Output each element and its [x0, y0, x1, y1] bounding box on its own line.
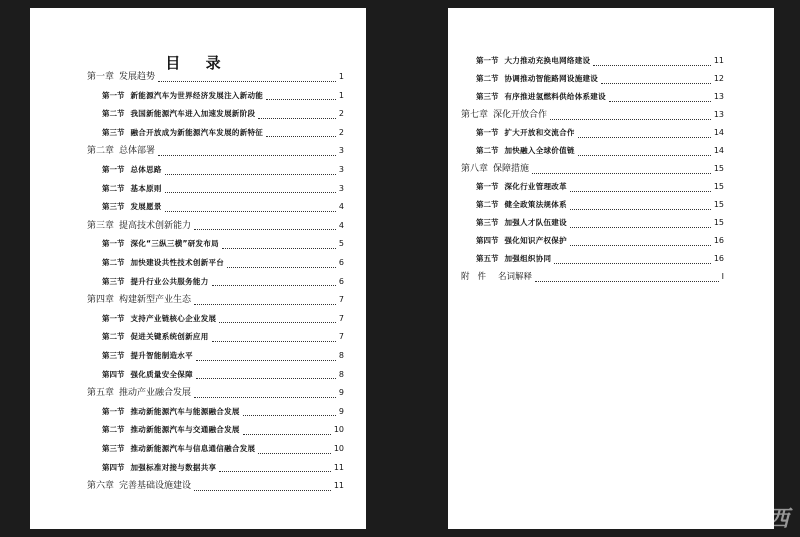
toc-entry-text: 名词解释 — [498, 272, 533, 282]
toc-page-number: 11 — [713, 56, 724, 65]
toc-entry-text: 深化“三纵三横”研发布局 — [130, 239, 219, 249]
toc-entry-text: 有序推进氢燃料供给体系建设 — [504, 92, 606, 101]
toc-entry-text: 提高技术创新能力 — [119, 220, 192, 231]
toc-chapter-row[interactable] — [87, 386, 344, 400]
toc-entry-label: 第一节 — [102, 165, 125, 174]
toc-page-number: 10 — [333, 425, 344, 435]
toc-page-number: 13 — [713, 110, 724, 119]
toc-entry-label: 第一节 — [102, 239, 125, 249]
toc-page-number: 1 — [338, 72, 344, 81]
toc-entry-label: 第二节 — [102, 109, 125, 119]
toc-section-row[interactable] — [476, 234, 724, 248]
toc-entry-label: 第二节 — [476, 200, 499, 209]
toc-entry-label: 第一节 — [476, 128, 499, 137]
toc-page-number: 10 — [333, 444, 344, 453]
toc-entry-text: 健全政策法规体系 — [504, 200, 567, 209]
toc-dot-leader — [196, 360, 336, 361]
toc-entry-text: 发展趋势 — [119, 72, 156, 82]
toc-section-row[interactable] — [476, 72, 724, 86]
toc-entry-label: 第七章 — [461, 110, 489, 120]
toc-dot-leader — [243, 415, 336, 416]
toc-entry-label: 第二节 — [102, 332, 125, 342]
toc-dot-leader — [219, 322, 336, 323]
toc-dot-leader — [194, 490, 331, 491]
toc-dot-leader — [212, 285, 336, 286]
toc-page-number: 3 — [338, 146, 344, 156]
toc-dot-leader — [266, 99, 336, 100]
toc-page-number: 15 — [713, 200, 724, 209]
toc-entry-text: 我国新能源汽车进入加速发展新阶段 — [130, 109, 256, 119]
toc-entry-text: 融合开放成为新能源汽车发展的新特征 — [130, 127, 264, 137]
toc-entry-text: 总体思路 — [130, 165, 162, 174]
toc-page-number: 15 — [713, 182, 724, 191]
toc-page-right — [448, 8, 774, 529]
toc-page-number: 7 — [338, 295, 344, 305]
toc-dot-leader — [570, 209, 711, 210]
toc-page-number: 12 — [713, 74, 724, 83]
toc-entry-label: 第三节 — [102, 202, 125, 212]
toc-page-number: 4 — [338, 220, 344, 230]
toc-dot-leader — [227, 267, 336, 268]
toc-chapter-row[interactable] — [461, 162, 724, 176]
toc-page-number: 16 — [713, 254, 724, 263]
toc-section-row[interactable] — [102, 442, 344, 456]
toc-entry-label: 第四节 — [102, 369, 125, 379]
toc-chapter-row[interactable] — [87, 70, 344, 84]
toc-dot-leader — [258, 118, 336, 119]
toc-page-number: 13 — [713, 92, 724, 101]
toc-entry-text: 加强组织协同 — [504, 254, 552, 263]
toc-page-number: 9 — [338, 406, 344, 416]
toc-chapter-row[interactable] — [87, 479, 344, 493]
toc-dot-leader — [258, 453, 331, 454]
toc-dot-leader — [222, 248, 336, 249]
toc-dot-leader — [570, 245, 711, 246]
toc-entry-text: 加快建设共性技术创新平台 — [130, 258, 225, 267]
toc-entry-text: 强化质量安全保障 — [130, 369, 193, 379]
toc-dot-leader — [194, 229, 336, 230]
toc-section-row[interactable] — [102, 107, 344, 121]
toc-page-number: 15 — [713, 164, 724, 173]
toc-entry-label: 第三节 — [102, 351, 125, 360]
toc-dot-leader — [570, 227, 711, 228]
toc-section-row[interactable] — [102, 89, 344, 103]
toc-dot-leader — [243, 434, 331, 435]
toc-entry-text: 扩大开放和交流合作 — [504, 128, 575, 137]
toc-entry-text: 推动产业融合发展 — [119, 388, 192, 399]
toc-dot-leader — [609, 101, 711, 102]
toc-page-number: 3 — [338, 165, 344, 174]
toc-section-row[interactable] — [102, 126, 344, 140]
toc-section-row[interactable] — [102, 163, 344, 177]
toc-entry-label: 第二节 — [476, 146, 499, 155]
toc-page-number: 1 — [338, 90, 344, 100]
toc-dot-leader — [593, 65, 711, 66]
toc-page-number: 6 — [338, 258, 344, 267]
toc-entry-text: 发展愿景 — [130, 202, 162, 212]
toc-chapter-row[interactable] — [87, 219, 344, 233]
toc-section-row[interactable] — [102, 330, 344, 344]
toc-page-number: 7 — [338, 313, 344, 323]
toc-section-row[interactable] — [476, 198, 724, 212]
toc-entry-text: 推动新能源汽车与信息通信融合发展 — [130, 444, 256, 453]
toc-dot-leader — [194, 304, 336, 305]
toc-entry-text: 协调推动智能路网设施建设 — [504, 74, 599, 83]
toc-section-row[interactable] — [476, 252, 724, 266]
toc-dot-leader — [165, 174, 336, 175]
toc-page-left — [30, 8, 366, 529]
toc-entry-label: 第一节 — [476, 182, 499, 191]
toc-entry-text: 强化知识产权保护 — [504, 236, 567, 245]
toc-page-number: 16 — [713, 236, 724, 245]
toc-entry-label: 第五节 — [476, 254, 499, 263]
toc-dot-leader — [550, 119, 711, 120]
toc-dot-leader — [578, 155, 711, 156]
toc-dot-leader — [554, 263, 711, 264]
toc-dot-leader — [158, 155, 336, 156]
toc-entry-label: 第四节 — [476, 236, 499, 245]
toc-entry-text: 大力推动充换电网络建设 — [504, 56, 591, 65]
toc-page-number: 8 — [338, 351, 344, 360]
toc-section-row[interactable] — [102, 405, 344, 419]
toc-dot-leader — [196, 378, 336, 379]
toc-entry-label: 第三章 — [87, 220, 115, 231]
toc-dot-leader — [578, 137, 711, 138]
toc-page-number: 3 — [338, 183, 344, 193]
toc-page-number: 4 — [338, 202, 344, 212]
toc-entry-text: 推动新能源汽车与能源融合发展 — [130, 406, 240, 416]
toc-section-row[interactable] — [102, 423, 344, 437]
toc-section-row[interactable] — [476, 144, 724, 158]
toc-entry-text: 提升智能制造水平 — [130, 351, 193, 360]
toc-dot-leader — [158, 81, 336, 82]
toc-page-number: 7 — [338, 332, 344, 342]
toc-dot-leader — [165, 192, 336, 193]
toc-section-row[interactable] — [476, 216, 724, 230]
toc-entry-text: 加强人才队伍建设 — [504, 218, 567, 227]
toc-entry-text: 加快融入全球价值链 — [504, 146, 575, 155]
toc-entry-text: 推动新能源汽车与交通融合发展 — [130, 425, 240, 435]
toc-section-row[interactable] — [102, 237, 344, 251]
toc-dot-leader — [165, 211, 336, 212]
toc-entry-label: 第二节 — [476, 74, 499, 83]
toc-page-number: 8 — [338, 369, 344, 379]
toc-section-row[interactable] — [102, 256, 344, 270]
toc-dot-leader — [570, 191, 711, 192]
toc-section-row[interactable] — [102, 461, 344, 475]
toc-dot-leader — [535, 281, 719, 282]
toc-dot-leader — [266, 136, 336, 137]
toc-entry-label: 第三节 — [102, 276, 125, 286]
toc-entry-label: 第三节 — [102, 127, 125, 137]
toc-entry-label: 附件 — [461, 272, 495, 282]
toc-section-row[interactable] — [102, 312, 344, 326]
toc-entry-label: 第一节 — [102, 406, 125, 416]
toc-entry-text: 加强标准对接与数据共享 — [130, 462, 217, 472]
toc-entry-label: 第三节 — [476, 218, 499, 227]
toc-page-number: 14 — [713, 146, 724, 155]
toc-entry-label: 第一节 — [476, 56, 499, 65]
toc-dot-leader — [532, 173, 711, 174]
toc-entry-text: 完善基础设施建设 — [119, 481, 192, 492]
toc-chapter-row[interactable] — [461, 108, 724, 122]
toc-entry-text: 深化行业管理改革 — [504, 182, 567, 191]
watermark-logo: 车东西 — [720, 507, 790, 532]
toc-entry-label: 第六章 — [87, 481, 115, 492]
toc-entry-text: 保障措施 — [493, 164, 530, 174]
toc-section-row[interactable] — [102, 368, 344, 382]
toc-section-row[interactable] — [102, 200, 344, 214]
toc-appendix-row[interactable] — [461, 270, 724, 284]
toc-page-number: 11 — [333, 481, 344, 491]
toc-title: 目 录 — [165, 54, 231, 72]
toc-page-number: 9 — [338, 388, 344, 398]
toc-section-row[interactable] — [476, 90, 724, 104]
toc-section-row[interactable] — [102, 182, 344, 196]
toc-dot-leader — [219, 471, 331, 472]
toc-entry-text: 支持产业链核心企业发展 — [130, 313, 217, 323]
toc-chapter-row[interactable] — [87, 144, 344, 158]
toc-section-row[interactable] — [102, 275, 344, 289]
toc-page-number: 2 — [338, 127, 344, 137]
toc-entry-text: 总体部署 — [119, 146, 156, 157]
toc-entry-text: 深化开放合作 — [493, 110, 548, 120]
toc-dot-leader — [194, 397, 336, 398]
toc-entry-label: 第一节 — [102, 313, 125, 323]
toc-page-number: 2 — [338, 109, 344, 119]
toc-entry-text: 提升行业公共服务能力 — [130, 276, 209, 286]
toc-entry-text: 促进关键系统创新应用 — [130, 332, 209, 342]
toc-entry-label: 第三节 — [476, 92, 499, 101]
toc-section-row[interactable] — [476, 180, 724, 194]
toc-entry-label: 第五章 — [87, 388, 115, 399]
toc-dot-leader — [601, 83, 711, 84]
toc-entry-label: 第四章 — [87, 295, 115, 306]
toc-section-row[interactable] — [476, 126, 724, 140]
toc-page-number: 5 — [338, 239, 344, 249]
toc-page-number: 11 — [333, 462, 344, 472]
toc-page-number: 6 — [338, 276, 344, 286]
toc-section-row[interactable] — [476, 54, 724, 68]
toc-entry-label: 第二节 — [102, 258, 125, 267]
toc-entry-label: 第四节 — [102, 462, 125, 472]
toc-page-number: I — [721, 272, 724, 281]
toc-page-number: 14 — [713, 128, 724, 137]
toc-entry-text: 构建新型产业生态 — [119, 295, 192, 306]
toc-entry-text: 基本原则 — [130, 183, 162, 193]
toc-entry-label: 第一章 — [87, 72, 115, 82]
toc-entry-label: 第三节 — [102, 444, 125, 453]
toc-chapter-row[interactable] — [87, 293, 344, 307]
toc-entry-label: 第二节 — [102, 425, 125, 435]
toc-entry-label: 第二节 — [102, 183, 125, 193]
toc-entry-text: 新能源汽车为世界经济发展注入新动能 — [130, 90, 264, 100]
toc-section-row[interactable] — [102, 349, 344, 363]
toc-entry-label: 第一节 — [102, 90, 125, 100]
toc-page-number: 15 — [713, 218, 724, 227]
toc-entry-label: 第二章 — [87, 146, 115, 157]
toc-dot-leader — [212, 341, 336, 342]
toc-entry-label: 第八章 — [461, 164, 489, 174]
